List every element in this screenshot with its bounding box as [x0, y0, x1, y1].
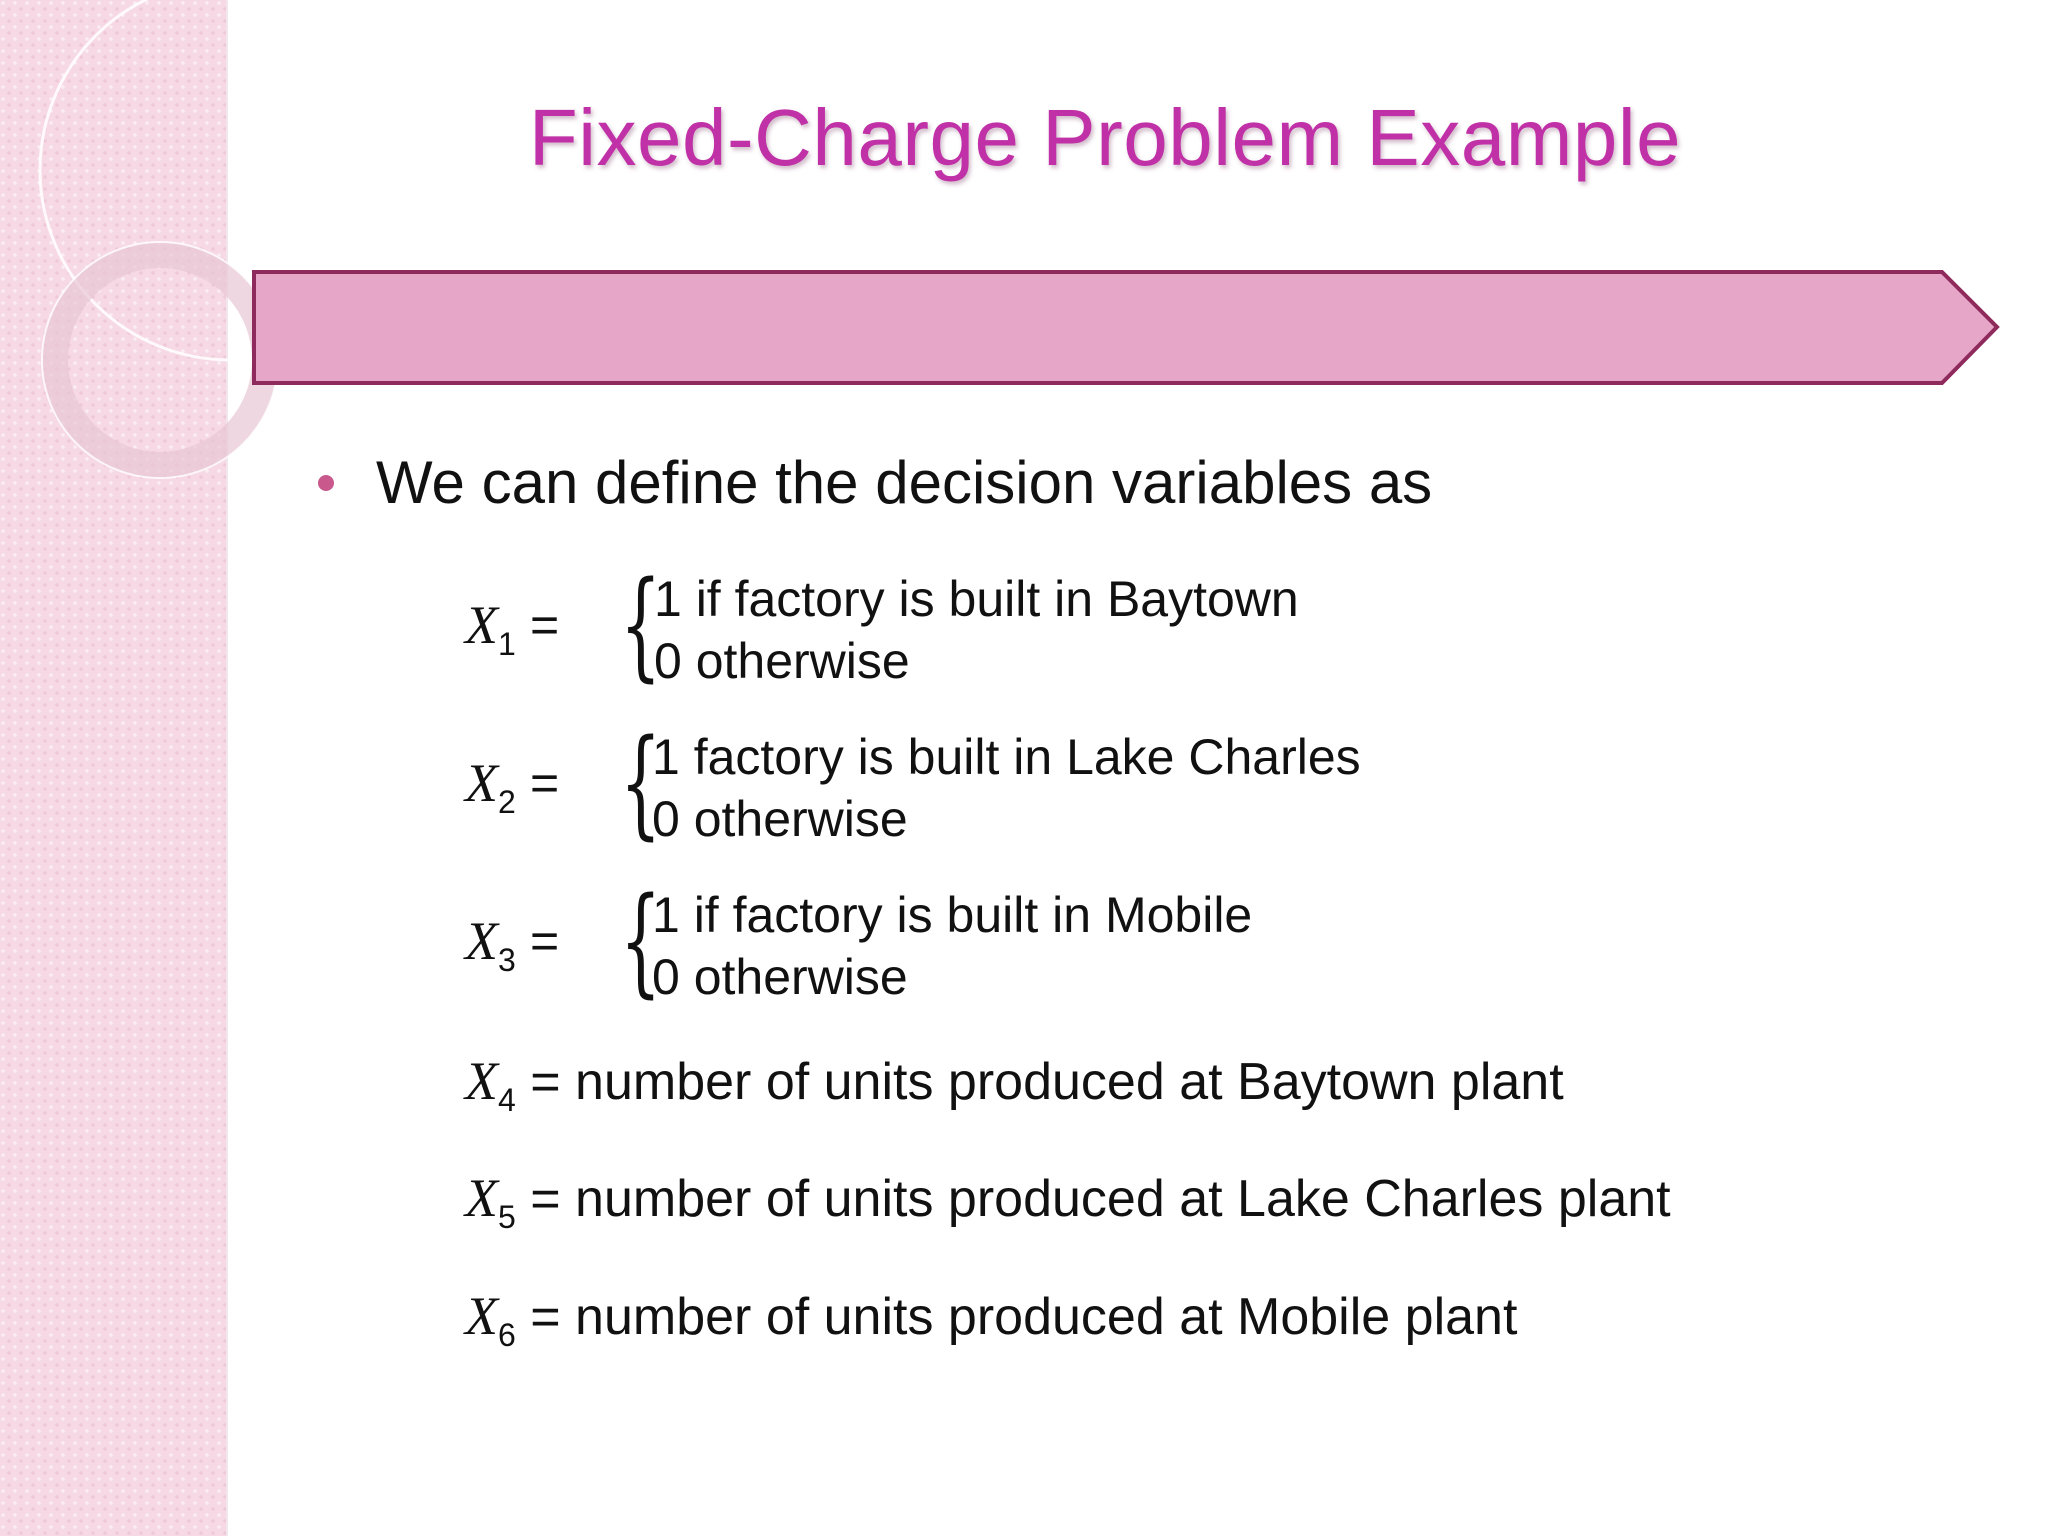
arrow-banner: [252, 270, 2000, 385]
variable-x1: $X_1$: [465, 595, 516, 662]
case-line-1: 1 factory is built in Lake Charles: [652, 729, 1361, 785]
variable-x2: $X_2$: [465, 753, 516, 820]
bullet-text: We can define the decision variables as: [376, 449, 1433, 516]
bullet-dot-icon: [318, 475, 334, 491]
case-line-0: 0 otherwise: [654, 633, 910, 689]
equals-sign: =: [530, 597, 560, 653]
slide-title: Fixed-Charge Problem Example: [528, 93, 1682, 182]
case-line-1: 1 if factory is built in Baytown: [654, 571, 1299, 627]
brace-icon: {: [620, 713, 662, 851]
case-line-0: 0 otherwise: [652, 949, 908, 1005]
variable-x3: $X_3$: [465, 911, 516, 978]
definition-x5: $X_5$ = number of units produced at Lake Charles plant: [465, 1168, 1671, 1235]
case-line-1: 1 if factory is built in Mobile: [652, 887, 1253, 943]
equals-sign: =: [530, 755, 560, 811]
equals-sign: =: [530, 913, 560, 969]
decorative-rings: [0, 0, 240, 520]
bullet-item: [318, 448, 1432, 517]
brace-icon: {: [620, 871, 662, 1009]
definition-x6: $X_6$ = number of units produced at Mobile plant: [465, 1286, 1518, 1353]
definition-x4: $X_4$ = number of units produced at Baytown plant: [465, 1051, 1564, 1118]
case-line-0: 0 otherwise: [652, 791, 908, 847]
brace-icon: {: [620, 555, 662, 693]
